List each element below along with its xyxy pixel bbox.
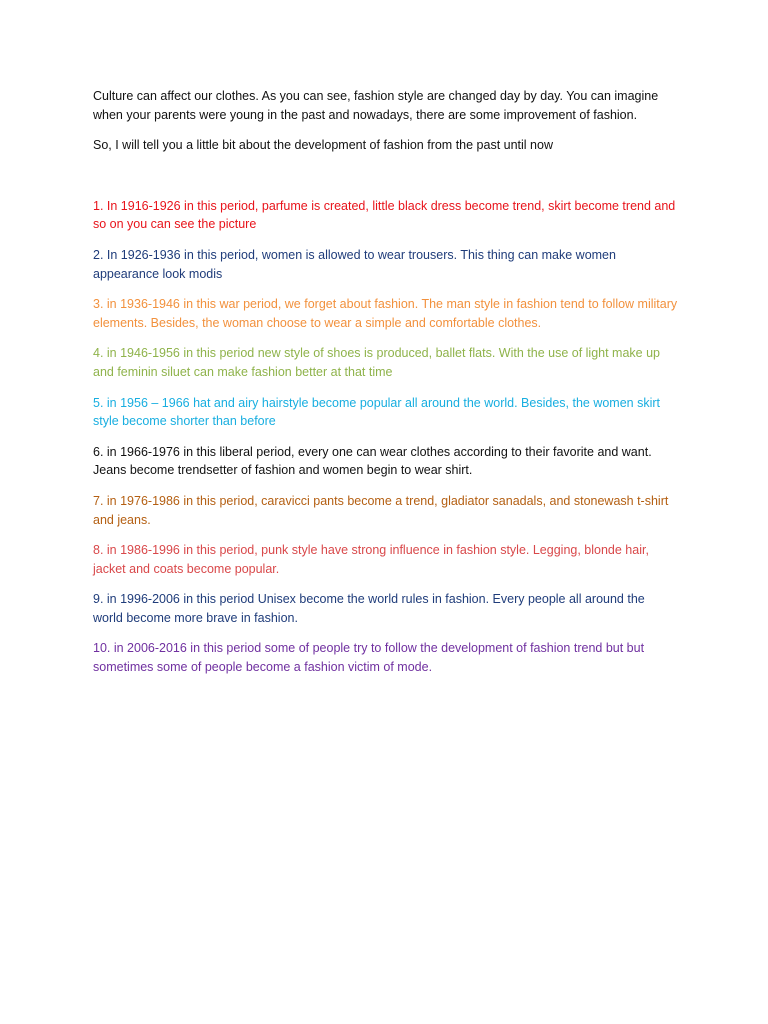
list-item: 5. in 1956 – 1966 hat and airy hairstyle become popular all around the world. Besides, the women skirt style become shorter than before <box>93 395 660 429</box>
intro-paragraph: Culture can affect our clothes. As you can see, fashion style are changed day by day. You can imagine when your parents were young in the past and nowadays, there are some improvement of fashion. <box>93 89 659 122</box>
list-item: 1. In 1916-1926 in this period, parfume is created, little black dress become trend, skirt become trend and so on you can see the picture <box>93 198 676 232</box>
list-item: 7. in 1976-1986 in this period, caravicci pants become a trend, gladiator sanadals, and stonewash t-shirt and jeans. <box>93 493 669 527</box>
intro-paragraph: So, I will tell you a little bit about the development of fashion from the past until now <box>93 138 553 153</box>
list-item: 4. in 1946-1956 in this period new style of shoes is produced, ballet flats. With the use of light make up and feminin siluet can make fashion better at that time <box>93 346 660 379</box>
list-item: 6. in 1966-1976 in this liberal period, every one can wear clothes according to their favorite and want. Jeans become trendsetter of fashion and women begin to wear shirt. <box>93 444 652 478</box>
list-item: 3. in 1936-1946 in this war period, we forget about fashion. The man style in fashion tend to follow military elements. Besides, the woman choose to wear a simple and comfortable clothes. <box>93 297 678 330</box>
list-item: 2. In 1926-1936 in this period, women is allowed to wear trousers. This thing can make women appearance look modis <box>93 247 616 281</box>
list-item: 9. in 1996-2006 in this period Unisex become the world rules in fashion. Every people all around the world become more brave in fashion. <box>93 592 645 625</box>
list-item: 8. in 1986-1996 in this period, punk style have strong influence in fashion style. Legging, blonde hair, jacket and coats become popular. <box>93 543 649 576</box>
list-item: 10. in 2006-2016 in this period some of people try to follow the development of fashion trend but but sometimes some of people become a fashion victim of mode. <box>93 641 645 675</box>
document-body <box>93 87 678 689</box>
